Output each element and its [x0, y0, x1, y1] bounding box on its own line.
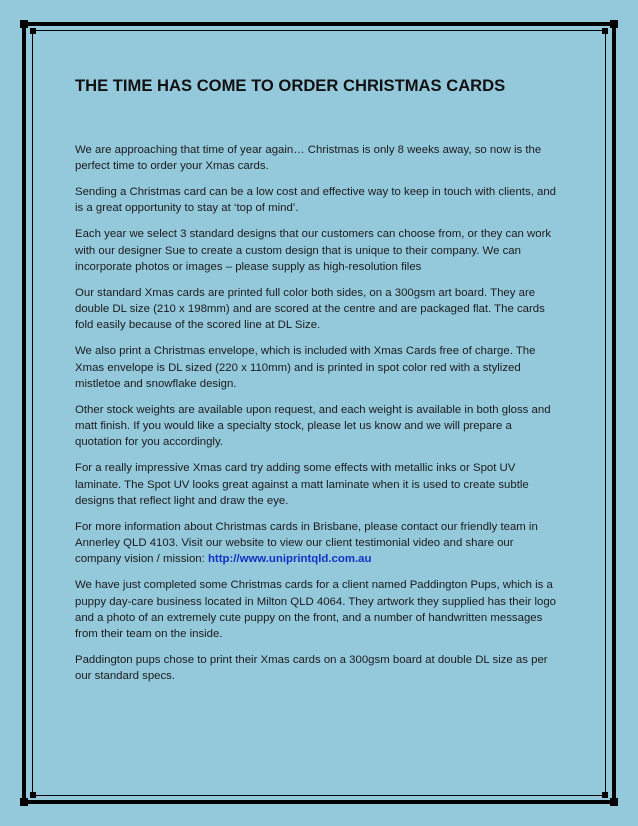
page-title: THE TIME HAS COME TO ORDER CHRISTMAS CARDS — [75, 76, 506, 95]
border-corner-inner-bottom-left — [30, 792, 36, 798]
contact-text: For more information about Christmas cards in Brisbane, please contact our friendly team in Annerley QLD 4103. Visit our website to view our client testimonial video and share our company vision / mission: — [75, 520, 538, 566]
border-corner-top-left — [20, 20, 28, 28]
paragraph-designs: Each year we select 3 standard designs that our customers can choose from, or they can work with our designer Sue to create a custom design that is unique to their company. We can incorporate photos or images – please supply as high-resolution files — [75, 228, 552, 273]
border-corner-bottom-right — [610, 798, 618, 806]
paragraph-client-example: We have just completed some Christmas cards for a client named Paddington Pups, which is a puppy day-care business located in Milton QLD 4064. They artwork they supplied has their logo and a photo of an extremely cute puppy on the front, and a number of handwritten messages from their team on the inside. — [75, 579, 556, 641]
border-corner-bottom-left — [20, 798, 28, 806]
paragraph-envelope: We also print a Christmas envelope, which is included with Xmas Cards free of charge. The Xmas envelope is DL sized (220 x 110mm) and is printed in spot color red with a stylized mistletoe and snowflake design. — [75, 345, 536, 390]
paragraph-standard-cards: Our standard Xmas cards are printed full color both sides, on a 300gsm art board. They are double DL size (210 x 198mm) and are scored at the centre and are packaged flat. The cards fold easily because of the scored line at DL Size. — [75, 286, 545, 332]
paragraph-contact — [75, 519, 561, 568]
website-link[interactable]: http://www.uniprintqld.com.au — [207, 553, 372, 566]
paragraph-intro: We are approaching that time of year again… Christmas is only 8 weeks away, so now is the perfect time to order your Xmas cards. — [75, 144, 542, 173]
paragraph-effects: For a really impressive Xmas card try adding some effects with metallic inks or Spot UV laminate. The Spot UV looks great against a matt laminate when it is used to create subtle designs that reflect light and draw the eye. — [75, 462, 529, 507]
border-corner-inner-top-left — [30, 28, 36, 34]
document-body — [75, 76, 561, 694]
border-corner-inner-top-right — [602, 28, 608, 34]
paragraph-benefit: Sending a Christmas card can be a low cost and effective way to keep in touch with clients, and is a great opportunity to stay at ‘top of mind’. — [75, 186, 556, 215]
paragraph-stock-weights: Other stock weights are available upon request, and each weight is available in both gloss and matt finish. If you would like a specialty stock, please let us know and we will prepare a quotation for you accordingly. — [75, 403, 551, 449]
border-corner-top-right — [610, 20, 618, 28]
paragraph-client-specs: Paddington pups chose to print their Xmas cards on a 300gsm board at double DL size as per our standard specs. — [75, 654, 548, 683]
border-corner-inner-bottom-right — [602, 792, 608, 798]
